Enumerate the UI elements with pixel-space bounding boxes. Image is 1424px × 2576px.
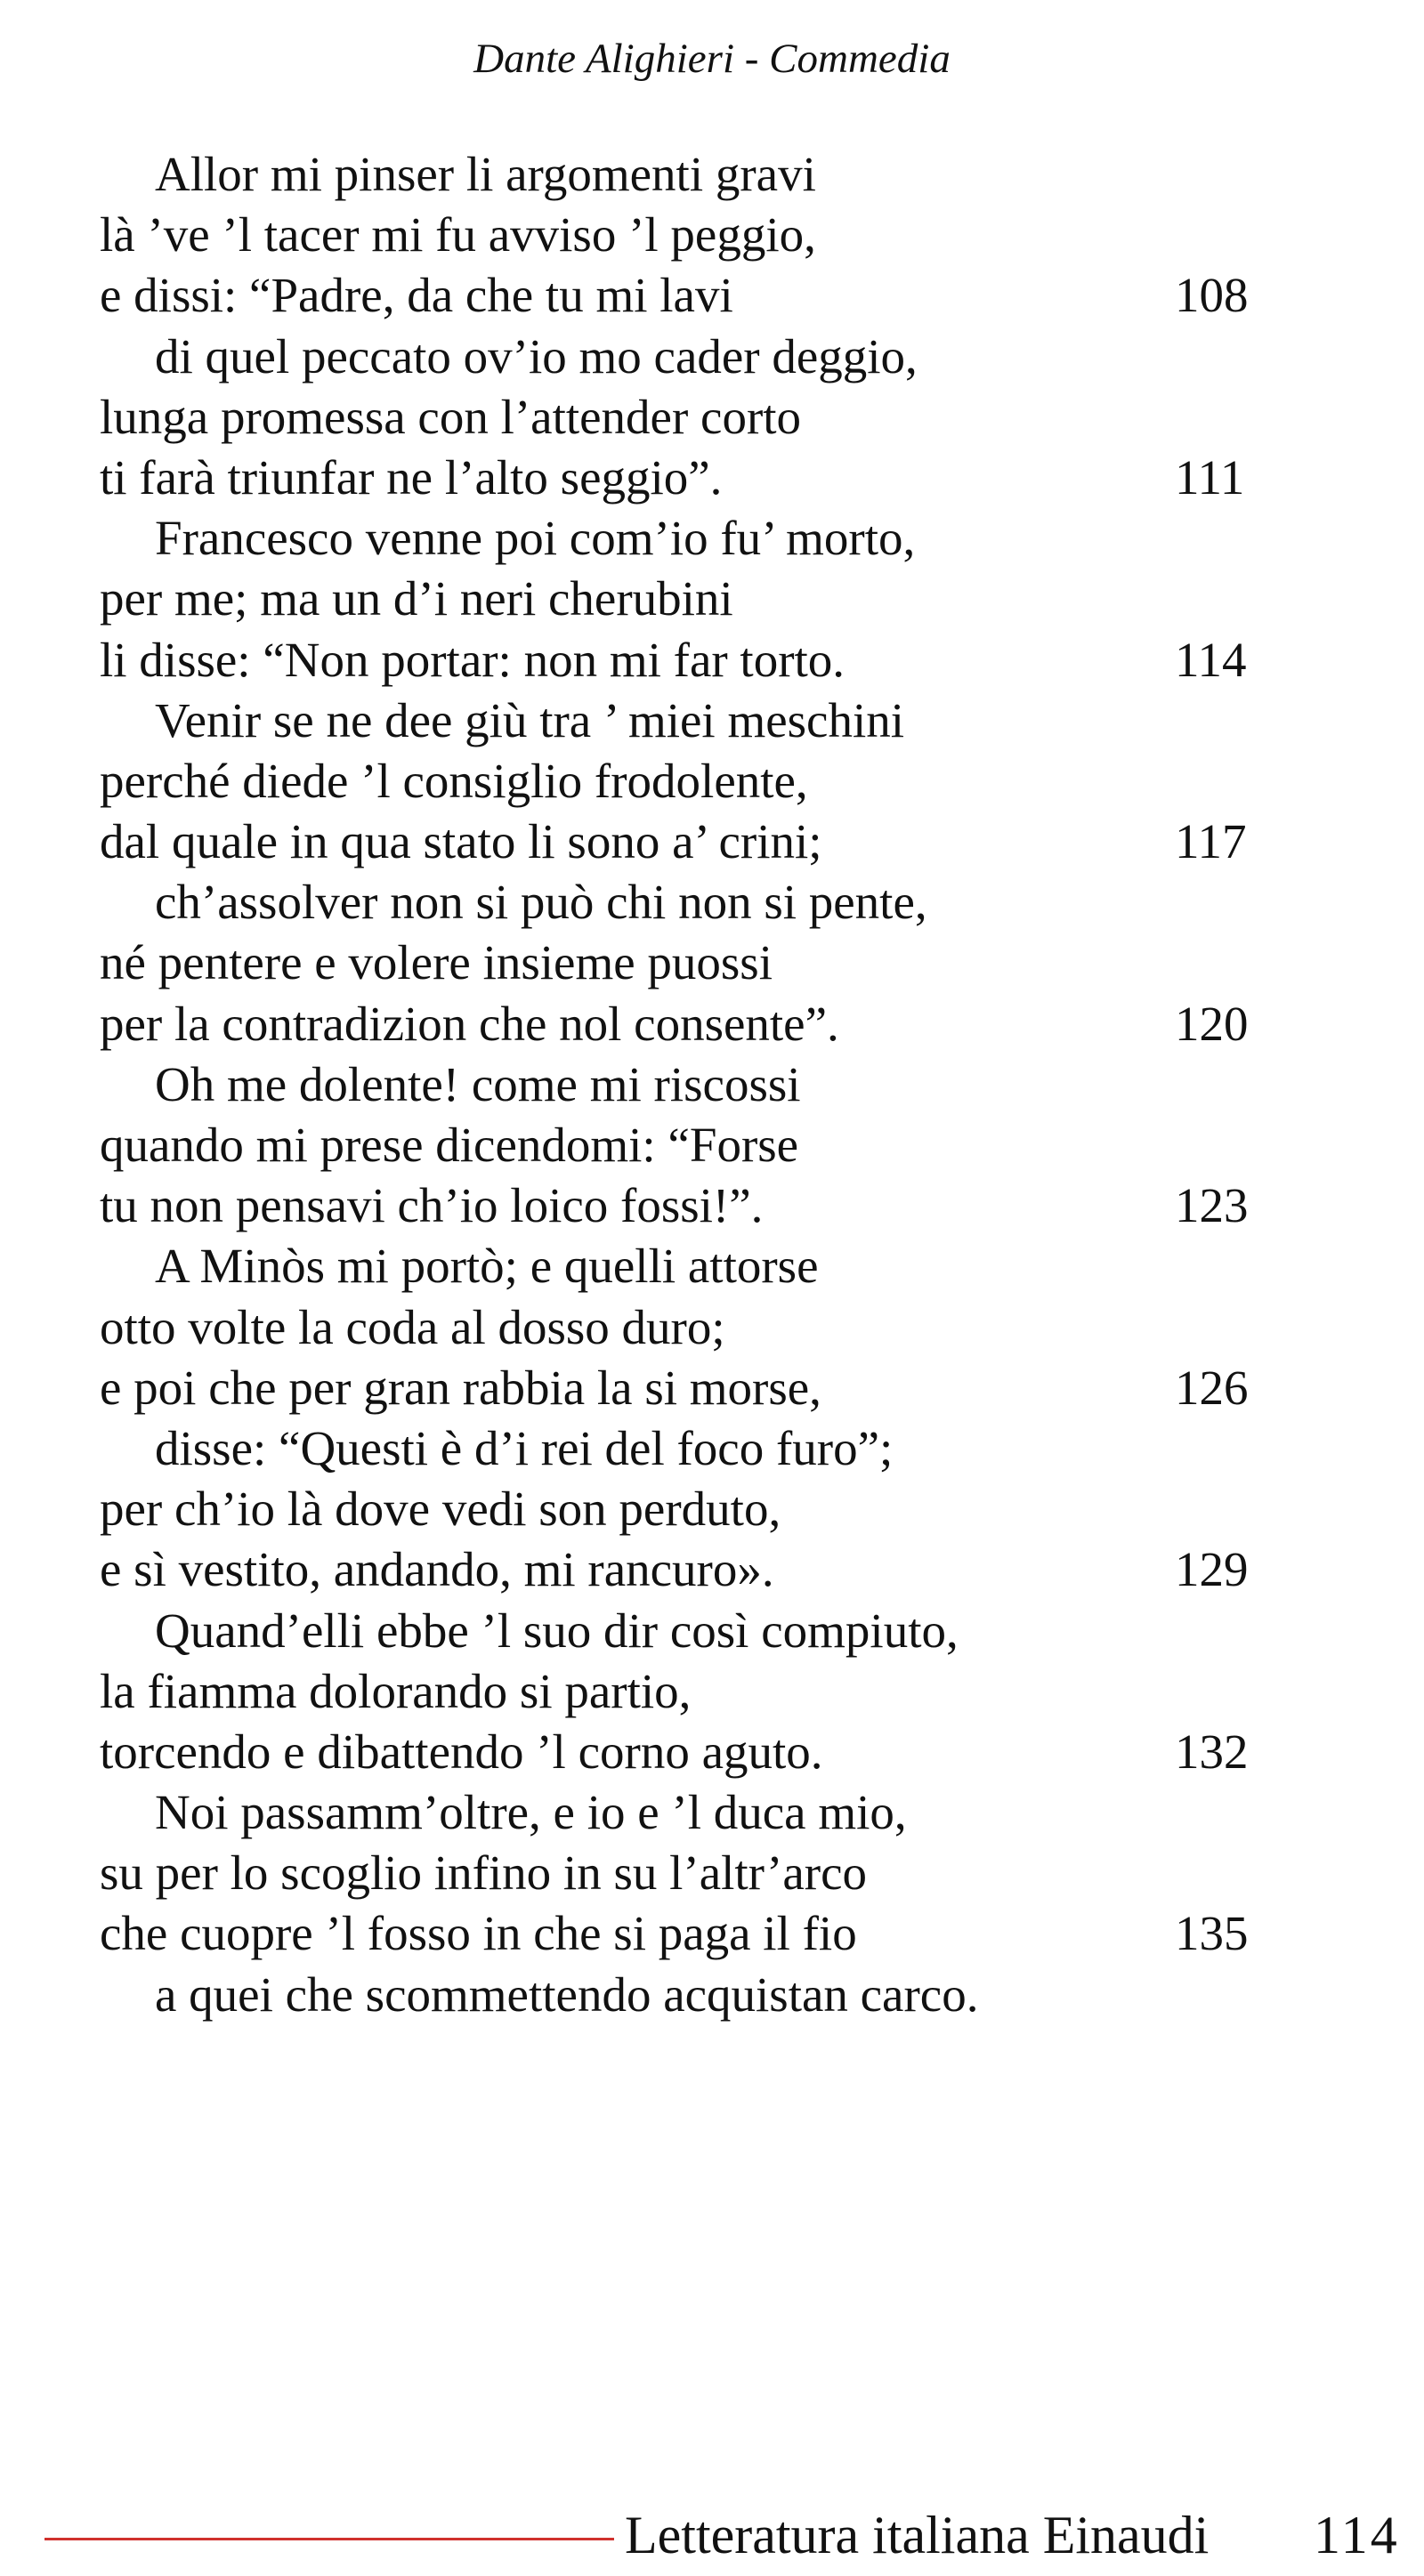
- verse-line: [100, 1054, 1257, 1115]
- verse-line: [100, 1236, 1257, 1296]
- verse-number: 123: [1175, 1178, 1249, 1233]
- verse-line: [100, 690, 1257, 751]
- verse-line: [100, 933, 1257, 993]
- verse-text: otto volte la coda al dosso duro;: [100, 1299, 725, 1354]
- verse-text: lunga promessa con l’attender corto: [100, 389, 802, 444]
- verse-text: per la contradizion che nol consente”.: [100, 996, 839, 1051]
- verse-number: 111: [1175, 449, 1245, 505]
- verse-text: perché diede ’l consiglio frodolente,: [100, 753, 808, 808]
- verse-text: a quei che scommettendo acquistan carco.: [155, 1966, 979, 2022]
- verse-line: [100, 205, 1257, 265]
- verse-text: la fiamma dolorando si partio,: [100, 1663, 692, 1718]
- verse-number: 129: [1175, 1542, 1249, 1597]
- verse-line: [100, 1297, 1257, 1358]
- verse-text: né pentere e volere insieme puossi: [100, 935, 773, 990]
- verse-text: là ’ve ’l tacer mi fu avviso ’l peggio,: [100, 207, 816, 262]
- verse-number: 117: [1175, 814, 1247, 869]
- verse-line: [100, 1722, 1257, 1782]
- verse-text: su per lo scoglio infino in su l’altr’arco: [100, 1845, 867, 1901]
- verse-text: Oh me dolente! come mi riscossi: [155, 1056, 801, 1111]
- verse-line: [100, 1539, 1257, 1600]
- verse-line: [100, 751, 1257, 812]
- verse-text: che cuopre ’l fosso in che si paga il fio: [100, 1906, 857, 1961]
- verse-line: [100, 1965, 1257, 2025]
- verse-line: [100, 1358, 1257, 1418]
- verse-text: ch’assolver non si può chi non si pente,: [155, 875, 927, 930]
- verse-line: [100, 448, 1257, 508]
- verse-text: quando mi prese dicendomi: “Forse: [100, 1118, 799, 1172]
- verse-number: 120: [1175, 996, 1249, 1051]
- verse-text: e sì vestito, andando, mi rancuro».: [100, 1542, 774, 1597]
- verse-line: [100, 812, 1257, 872]
- verse-text: torcendo e dibattendo ’l corno aguto.: [100, 1724, 823, 1779]
- verse-text: ti farà triunfar ne l’alto seggio”.: [100, 449, 723, 505]
- verse-text: li disse: “Non portar: non mi far torto.: [100, 632, 846, 687]
- verse-text: per me; ma un d’i neri cherubini: [100, 571, 733, 626]
- verse-line: [100, 327, 1257, 387]
- verse-line: [100, 1115, 1257, 1175]
- verse-number: 135: [1175, 1906, 1249, 1961]
- verse-line: [100, 1903, 1257, 1964]
- verse-line: [100, 1175, 1257, 1236]
- verse-line: [100, 1843, 1257, 1903]
- verse-text: Noi passamm’oltre, e io e ’l duca mio,: [155, 1785, 907, 1840]
- verse-text: dal quale in qua stato li sono a’ crini;: [100, 814, 822, 869]
- verse-number: 114: [1175, 632, 1247, 687]
- footer-publisher: Letteratura italiana Einaudi: [625, 2506, 1210, 2564]
- verse-line: [100, 508, 1257, 569]
- verse-text: Venir se ne dee giù tra ’ miei meschini: [155, 692, 905, 747]
- verse-text: A Minòs mi portò; e quelli attorse: [155, 1239, 819, 1294]
- verse-line: [100, 569, 1257, 629]
- verse-text: per ch’io là dove vedi son perduto,: [100, 1482, 781, 1537]
- verse-line: [100, 1661, 1257, 1722]
- verse-line: [100, 630, 1257, 690]
- verse-line: [100, 1479, 1257, 1539]
- verse-line: [100, 387, 1257, 448]
- verse-line: [100, 994, 1257, 1054]
- verse-text: e dissi: “Padre, da che tu mi lavi: [100, 268, 733, 323]
- verse-text: e poi che per gran rabbia la si morse,: [100, 1360, 821, 1415]
- page-number: 114: [1314, 2506, 1400, 2564]
- footer-rule: [44, 2538, 614, 2540]
- verse-line: [100, 1782, 1257, 1843]
- running-header: Dante Alighieri - Commedia: [473, 36, 951, 82]
- verse-number: 108: [1175, 268, 1249, 323]
- verse-line: [100, 872, 1257, 933]
- verse-line: [100, 144, 1257, 205]
- verse-line: [100, 1601, 1257, 1661]
- verse-text: Francesco venne poi com’io fu’ morto,: [155, 511, 916, 566]
- poem-text: [100, 144, 1257, 2025]
- verse-text: Quand’elli ebbe ’l suo dir così compiuto,: [155, 1603, 959, 1658]
- verse-text: di quel peccato ov’io mo cader deggio,: [155, 328, 918, 384]
- verse-text: Allor mi pinser li argomenti gravi: [155, 147, 816, 201]
- verse-number: 132: [1175, 1724, 1249, 1779]
- verse-line: [100, 1418, 1257, 1479]
- verse-text: tu non pensavi ch’io loico fossi!”.: [100, 1178, 764, 1233]
- verse-line: [100, 265, 1257, 326]
- verse-number: 126: [1175, 1360, 1249, 1415]
- verse-text: disse: “Questi è d’i rei del foco furo”;: [155, 1420, 894, 1475]
